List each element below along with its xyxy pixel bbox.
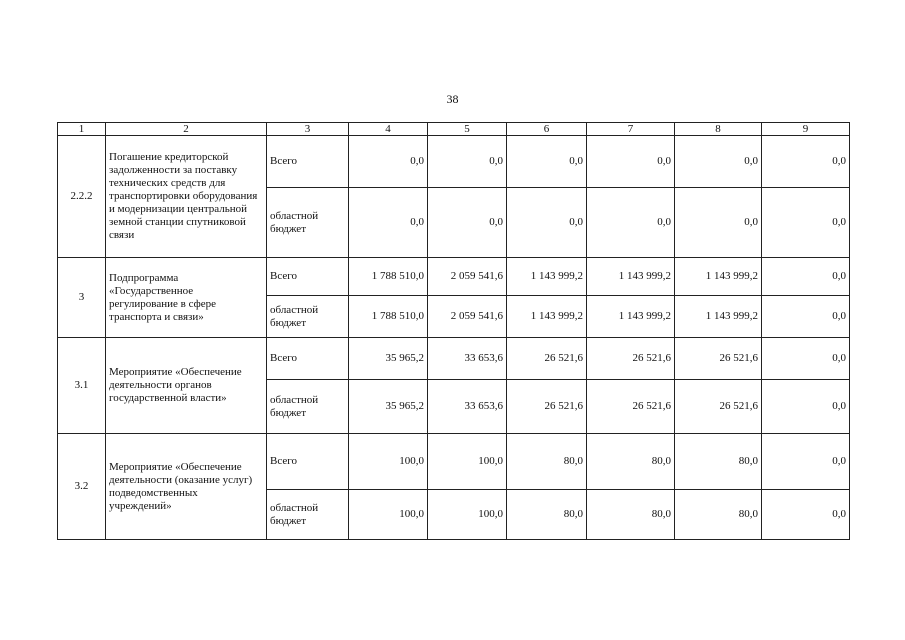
value-cell: 1 143 999,2 xyxy=(507,258,587,296)
value-cell: 26 521,6 xyxy=(507,338,587,380)
item-number: 3.2 xyxy=(58,434,106,540)
item-name: Подпрограмма «Государственное регулирование в сфере транспорта и связи» xyxy=(106,258,267,338)
value-cell: 0,0 xyxy=(507,136,587,188)
value-cell: 1 788 510,0 xyxy=(349,296,428,338)
funding-source: областной бюджет xyxy=(267,380,349,434)
table-row xyxy=(58,136,850,188)
value-cell: 100,0 xyxy=(349,434,428,490)
item-number: 3.1 xyxy=(58,338,106,434)
funding-source: Всего xyxy=(267,434,349,490)
table-row xyxy=(58,434,850,490)
page-number: 38 xyxy=(446,92,459,106)
value-cell: 33 653,6 xyxy=(428,380,507,434)
value-cell: 0,0 xyxy=(762,338,850,380)
col-header: 7 xyxy=(587,123,675,136)
value-cell: 0,0 xyxy=(762,258,850,296)
value-cell: 1 143 999,2 xyxy=(507,296,587,338)
value-cell: 0,0 xyxy=(762,296,850,338)
value-cell: 26 521,6 xyxy=(675,338,762,380)
col-header: 1 xyxy=(58,123,106,136)
table-row xyxy=(58,258,850,296)
funding-source: Всего xyxy=(267,338,349,380)
col-header: 2 xyxy=(106,123,267,136)
funding-source: областной бюджет xyxy=(267,296,349,338)
value-cell: 2 059 541,6 xyxy=(428,258,507,296)
value-cell: 0,0 xyxy=(587,136,675,188)
funding-source: Всего xyxy=(267,136,349,188)
value-cell: 0,0 xyxy=(762,490,850,540)
value-cell: 80,0 xyxy=(507,434,587,490)
value-cell: 80,0 xyxy=(507,490,587,540)
col-header: 6 xyxy=(507,123,587,136)
value-cell: 0,0 xyxy=(507,188,587,258)
funding-source: областной бюджет xyxy=(267,490,349,540)
value-cell: 100,0 xyxy=(349,490,428,540)
value-cell: 0,0 xyxy=(675,188,762,258)
item-number: 2.2.2 xyxy=(58,136,106,258)
value-cell: 80,0 xyxy=(587,490,675,540)
value-cell: 0,0 xyxy=(762,188,850,258)
item-name: Мероприятие «Обеспечение деятельности органов государственной власти» xyxy=(106,338,267,434)
funding-source: областной бюджет xyxy=(267,188,349,258)
value-cell: 1 143 999,2 xyxy=(675,258,762,296)
value-cell: 0,0 xyxy=(675,136,762,188)
budget-table xyxy=(57,122,850,540)
item-name: Мероприятие «Обеспечение деятельности (оказание услуг) подведомственных учреждений» xyxy=(106,434,267,540)
value-cell: 0,0 xyxy=(762,380,850,434)
value-cell: 35 965,2 xyxy=(349,380,428,434)
col-header: 3 xyxy=(267,123,349,136)
value-cell: 0,0 xyxy=(428,188,507,258)
value-cell: 1 788 510,0 xyxy=(349,258,428,296)
value-cell: 1 143 999,2 xyxy=(587,258,675,296)
value-cell: 0,0 xyxy=(762,136,850,188)
value-cell: 35 965,2 xyxy=(349,338,428,380)
value-cell: 0,0 xyxy=(428,136,507,188)
column-number-row xyxy=(58,123,850,136)
col-header: 8 xyxy=(675,123,762,136)
value-cell: 80,0 xyxy=(587,434,675,490)
value-cell: 33 653,6 xyxy=(428,338,507,380)
value-cell: 0,0 xyxy=(349,188,428,258)
table-row xyxy=(58,338,850,380)
value-cell: 100,0 xyxy=(428,434,507,490)
col-header: 5 xyxy=(428,123,507,136)
value-cell: 0,0 xyxy=(762,434,850,490)
item-number: 3 xyxy=(58,258,106,338)
col-header: 4 xyxy=(349,123,428,136)
funding-source: Всего xyxy=(267,258,349,296)
value-cell: 26 521,6 xyxy=(587,338,675,380)
value-cell: 26 521,6 xyxy=(587,380,675,434)
value-cell: 0,0 xyxy=(349,136,428,188)
value-cell: 1 143 999,2 xyxy=(675,296,762,338)
value-cell: 1 143 999,2 xyxy=(587,296,675,338)
value-cell: 2 059 541,6 xyxy=(428,296,507,338)
item-name: Погашение кредиторской задолженности за поставку технических средств для транспортировки оборудования и модернизации центральной земной станции спутниковой связи xyxy=(106,136,267,258)
value-cell: 100,0 xyxy=(428,490,507,540)
value-cell: 0,0 xyxy=(587,188,675,258)
value-cell: 80,0 xyxy=(675,434,762,490)
value-cell: 26 521,6 xyxy=(507,380,587,434)
value-cell: 80,0 xyxy=(675,490,762,540)
col-header: 9 xyxy=(762,123,850,136)
value-cell: 26 521,6 xyxy=(675,380,762,434)
